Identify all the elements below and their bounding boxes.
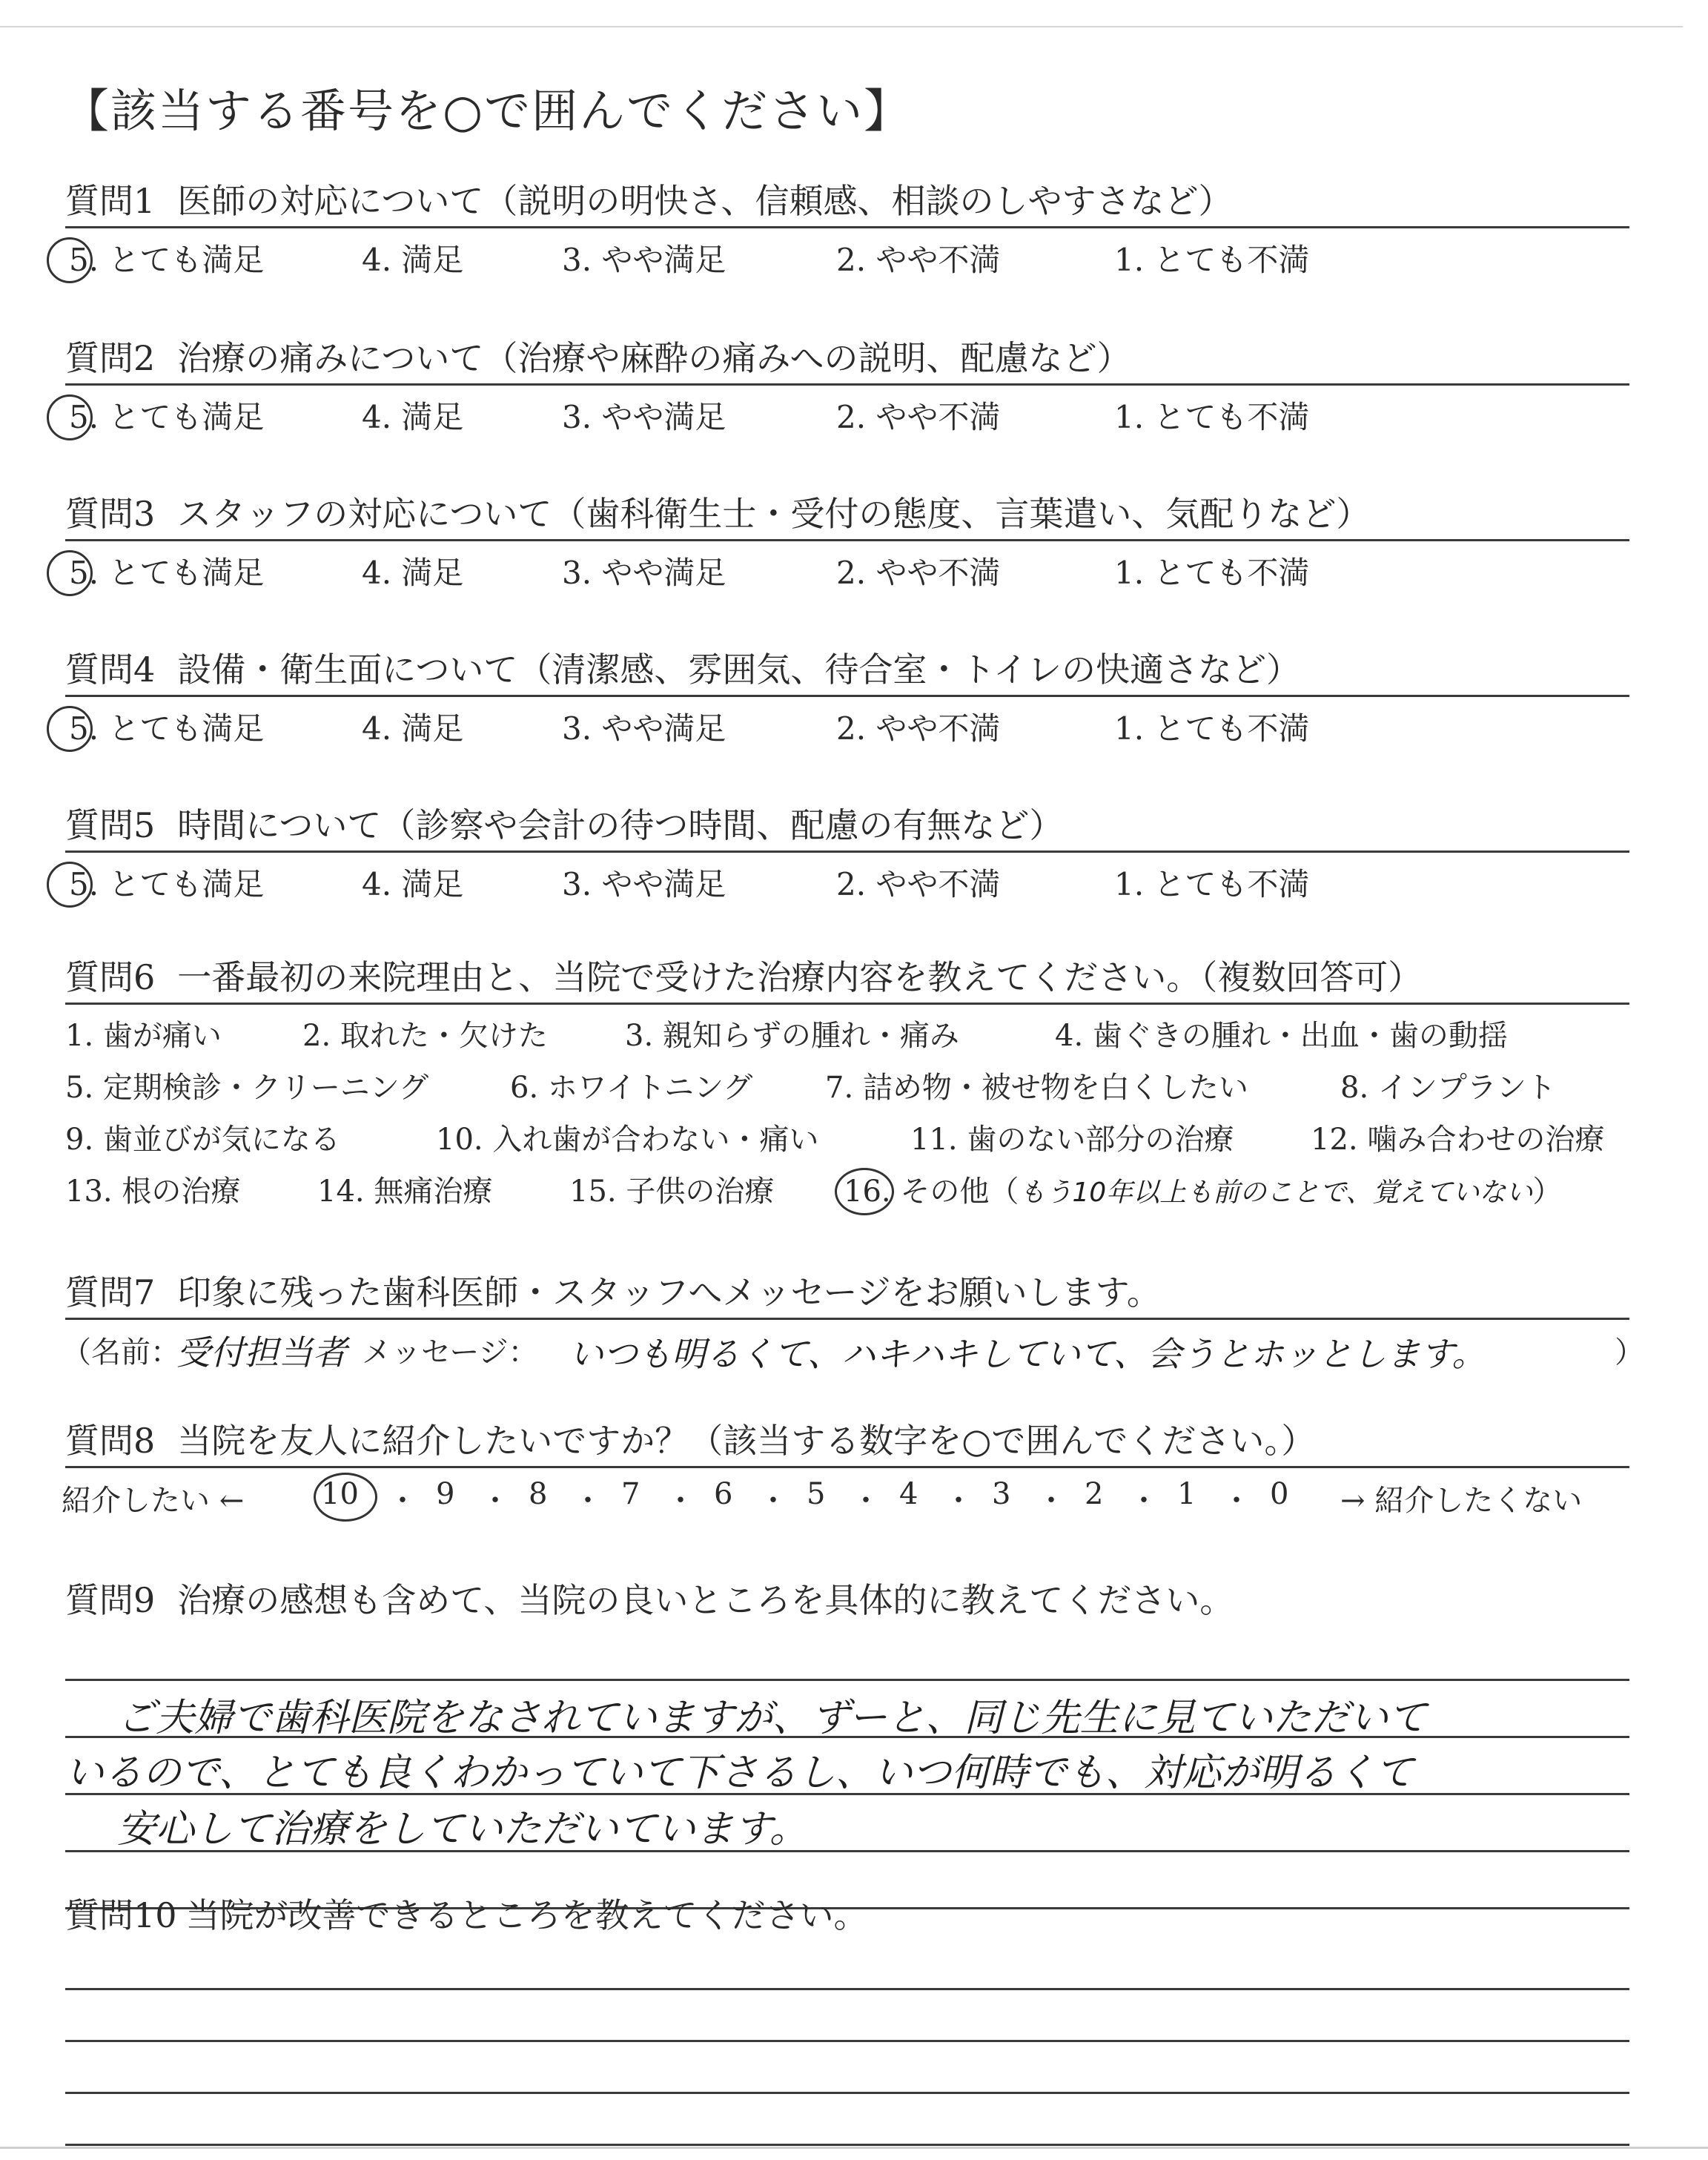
reason-option[interactable]: 5. 定期検診・クリーニング xyxy=(65,1071,429,1105)
option-4[interactable]: 4. 満足 xyxy=(362,710,464,747)
score-separator: ・ xyxy=(480,1484,510,1518)
option-2[interactable]: 2. やや不満 xyxy=(836,710,1001,747)
option-4[interactable]: 4. 満足 xyxy=(362,866,464,902)
option-5[interactable]: 5. とても満足 xyxy=(69,236,264,280)
question-9 xyxy=(65,1579,1629,1852)
score-9[interactable]: 9 xyxy=(436,1477,455,1511)
question-3 xyxy=(65,493,1629,591)
message-value[interactable]: いつも明るくて、ハキハキしていて、会うとホッとします。 xyxy=(569,1334,1486,1374)
question-10 xyxy=(65,1895,1629,1936)
selected-circle-mark xyxy=(47,706,93,752)
question-text: 時間について（診察や会計の待つ時間、配慮の有無など） xyxy=(177,805,1064,845)
question-text: 当院を友人に紹介したいですか？（該当する数字を○で囲んでください。） xyxy=(177,1421,1316,1461)
reason-row xyxy=(65,1005,1629,1057)
score-separator: ・ xyxy=(1129,1484,1159,1518)
score-1[interactable]: 1 xyxy=(1177,1477,1196,1511)
option-2[interactable]: 2. やや不満 xyxy=(836,242,1001,278)
option-4[interactable]: 4. 満足 xyxy=(362,242,464,278)
question-number: 質問6 xyxy=(65,957,156,997)
writing-line xyxy=(65,1988,1629,1990)
question-number: 質問3 xyxy=(65,494,156,534)
question-1 xyxy=(65,180,1629,278)
option-5[interactable]: 5. とても満足 xyxy=(69,860,264,905)
question-text: 印象に残った歯科医師・スタッフへメッセージをお願いします。 xyxy=(177,1272,1161,1312)
question-text: 一番最初の来院理由と、当院で受けた治療内容を教えてください。（複数回答可） xyxy=(177,957,1423,997)
question-6 xyxy=(65,957,1629,1212)
option-4[interactable]: 4. 満足 xyxy=(362,399,464,435)
option-3[interactable]: 3. やや満足 xyxy=(562,399,726,435)
question-5 xyxy=(65,805,1629,902)
rating-scale xyxy=(65,853,1629,902)
selected-circle-mark xyxy=(314,1473,377,1522)
score-separator: ・ xyxy=(1036,1484,1066,1518)
recommend-left-label: 紹介したい ← xyxy=(62,1484,245,1518)
question-4 xyxy=(65,649,1629,747)
reason-option[interactable]: 8. インプラント xyxy=(1340,1071,1556,1105)
reason-option[interactable]: 7. 詰め物・被せ物を白くしたい xyxy=(825,1071,1248,1105)
score-0[interactable]: 0 xyxy=(1270,1477,1289,1511)
option-3[interactable]: 3. やや満足 xyxy=(562,555,726,591)
reason-option[interactable]: 4. 歯ぐきの腫れ・出血・歯の動揺 xyxy=(1055,1019,1508,1053)
name-value[interactable]: 受付担当者 xyxy=(176,1332,347,1373)
selected-circle-mark xyxy=(47,237,93,283)
option-2[interactable]: 2. やや不満 xyxy=(836,866,1001,902)
reason-option[interactable]: 3. 親知らずの腫れ・痛み xyxy=(625,1019,959,1053)
top-edge-line xyxy=(0,26,1683,27)
score-3[interactable]: 3 xyxy=(992,1477,1011,1511)
rating-scale xyxy=(65,386,1629,435)
score-separator: ・ xyxy=(388,1484,417,1518)
score-8[interactable]: 8 xyxy=(529,1477,548,1511)
question-text: 治療の痛みについて（治療や麻酔の痛みへの説明、配慮など） xyxy=(177,338,1131,378)
selected-circle-mark xyxy=(47,862,93,908)
option-2[interactable]: 2. やや不満 xyxy=(836,555,1001,591)
instruction-header: 【該当する番号を○で囲んでください】 xyxy=(63,84,912,138)
reason-row xyxy=(65,1109,1629,1160)
option-4[interactable]: 4. 満足 xyxy=(362,555,464,591)
writing-line xyxy=(65,2040,1629,2042)
score-separator: ・ xyxy=(851,1484,881,1518)
message-label: メッセージ： xyxy=(362,1335,538,1370)
selected-circle-mark xyxy=(47,394,93,440)
score-10[interactable]: 10 xyxy=(321,1477,359,1511)
reason-option[interactable]: 14. 無痛治療 xyxy=(317,1175,493,1209)
question-number: 質問5 xyxy=(65,805,156,845)
visit-reasons xyxy=(65,1005,1629,1212)
score-separator: ・ xyxy=(758,1484,788,1518)
question-number: 質問7 xyxy=(65,1272,156,1312)
question-text: 当院が改善できるところを教えてください。 xyxy=(185,1895,868,1935)
option-3[interactable]: 3. やや満足 xyxy=(562,866,726,902)
rating-scale xyxy=(65,541,1629,591)
question-7 xyxy=(62,1272,1644,1379)
rating-scale xyxy=(65,228,1629,278)
reason-option[interactable]: 13. 根の治療 xyxy=(65,1175,241,1209)
option-1[interactable]: 1. とても不満 xyxy=(1114,242,1310,278)
option-1[interactable]: 1. とても不満 xyxy=(1114,866,1310,902)
rating-scale xyxy=(65,697,1629,747)
reason-option[interactable]: 1. 歯が痛い xyxy=(65,1019,222,1053)
question-number: 質問1 xyxy=(65,181,156,221)
writing-line xyxy=(65,1679,1629,1681)
option-3[interactable]: 3. やや満足 xyxy=(562,710,726,747)
reason-option[interactable]: 9. 歯並びが気になる xyxy=(65,1123,340,1157)
reason-option[interactable]: 2. 取れた・欠けた xyxy=(302,1019,548,1053)
question-2 xyxy=(65,337,1629,435)
score-7[interactable]: 7 xyxy=(621,1477,640,1511)
reason-option-other[interactable]: 16. その他（もう10年以上も前のことで、覚えていない） xyxy=(844,1168,1562,1210)
handwritten-answer-line[interactable]: いるので、とても良くわかっていて下さるし、いつ何時でも、対応が明るくて xyxy=(65,1751,1414,1795)
option-1[interactable]: 1. とても不満 xyxy=(1114,710,1310,747)
option-2[interactable]: 2. やや不満 xyxy=(836,399,1001,435)
option-1[interactable]: 1. とても不満 xyxy=(1114,555,1310,591)
question-text: スタッフの対応について（歯科衛生士・受付の態度、言葉遣い、気配りなど） xyxy=(177,494,1371,534)
message-row xyxy=(62,1320,1644,1379)
question-text: 治療の感想も含めて、当院の良いところを具体的に教えてください。 xyxy=(177,1580,1234,1620)
reason-option[interactable]: 11. 歯のない部分の治療 xyxy=(910,1123,1234,1157)
message-close: ） xyxy=(1615,1335,1644,1370)
reason-row xyxy=(65,1160,1629,1212)
reason-option[interactable]: 12. 噛み合わせの治療 xyxy=(1311,1123,1605,1157)
handwritten-answer-line[interactable]: ご夫婦で歯科医院をなされていますが、ずーと、同じ先生に見ていただいて xyxy=(117,1696,1427,1740)
writing-line xyxy=(65,2092,1629,2094)
handwritten-answer-line[interactable]: 安心して治療をしていただいています。 xyxy=(117,1807,808,1852)
question-8 xyxy=(62,1420,1629,1520)
question-number: 質問4 xyxy=(65,650,156,690)
option-5[interactable]: 5. とても満足 xyxy=(69,393,264,437)
option-1[interactable]: 1. とても不満 xyxy=(1114,399,1310,435)
reason-option[interactable]: 15. 子供の治療 xyxy=(569,1175,775,1209)
bottom-edge-line xyxy=(0,2147,1708,2149)
reason-row xyxy=(65,1057,1629,1109)
recommend-right-label: → 紹介したくない xyxy=(1340,1484,1583,1518)
score-separator: ・ xyxy=(1222,1484,1251,1518)
selected-circle-mark xyxy=(47,550,93,596)
score-4[interactable]: 4 xyxy=(899,1477,918,1511)
question-text: 設備・衛生面について（清潔感、雰囲気、待合室・トイレの快適さなど） xyxy=(177,650,1301,690)
name-label: （名前： xyxy=(62,1335,180,1370)
option-5[interactable]: 5. とても満足 xyxy=(69,704,264,749)
handwritten-other: もう10年以上も前のことで、覚えていない xyxy=(1019,1178,1533,1208)
writing-line xyxy=(65,2144,1629,2146)
recommend-scale xyxy=(62,1468,1629,1520)
question-number: 質問8 xyxy=(65,1421,156,1461)
question-number: 質問10 xyxy=(65,1895,177,1935)
score-separator: ・ xyxy=(666,1484,695,1518)
score-separator: ・ xyxy=(944,1484,973,1518)
score-6[interactable]: 6 xyxy=(714,1477,733,1511)
score-5[interactable]: 5 xyxy=(807,1477,826,1511)
question-text: 医師の対応について（説明の明快さ、信頼感、相談のしやすさなど） xyxy=(177,181,1233,221)
option-3[interactable]: 3. やや満足 xyxy=(562,242,726,278)
option-5[interactable]: 5. とても満足 xyxy=(69,549,264,593)
question-number: 質問9 xyxy=(65,1580,156,1620)
score-2[interactable]: 2 xyxy=(1085,1477,1104,1511)
question-number: 質問2 xyxy=(65,338,156,378)
reason-option[interactable]: 10. 入れ歯が合わない・痛い xyxy=(436,1123,819,1157)
selected-circle-mark xyxy=(835,1168,894,1215)
reason-option[interactable]: 6. ホワイトニング xyxy=(510,1071,753,1105)
score-separator: ・ xyxy=(573,1484,603,1518)
